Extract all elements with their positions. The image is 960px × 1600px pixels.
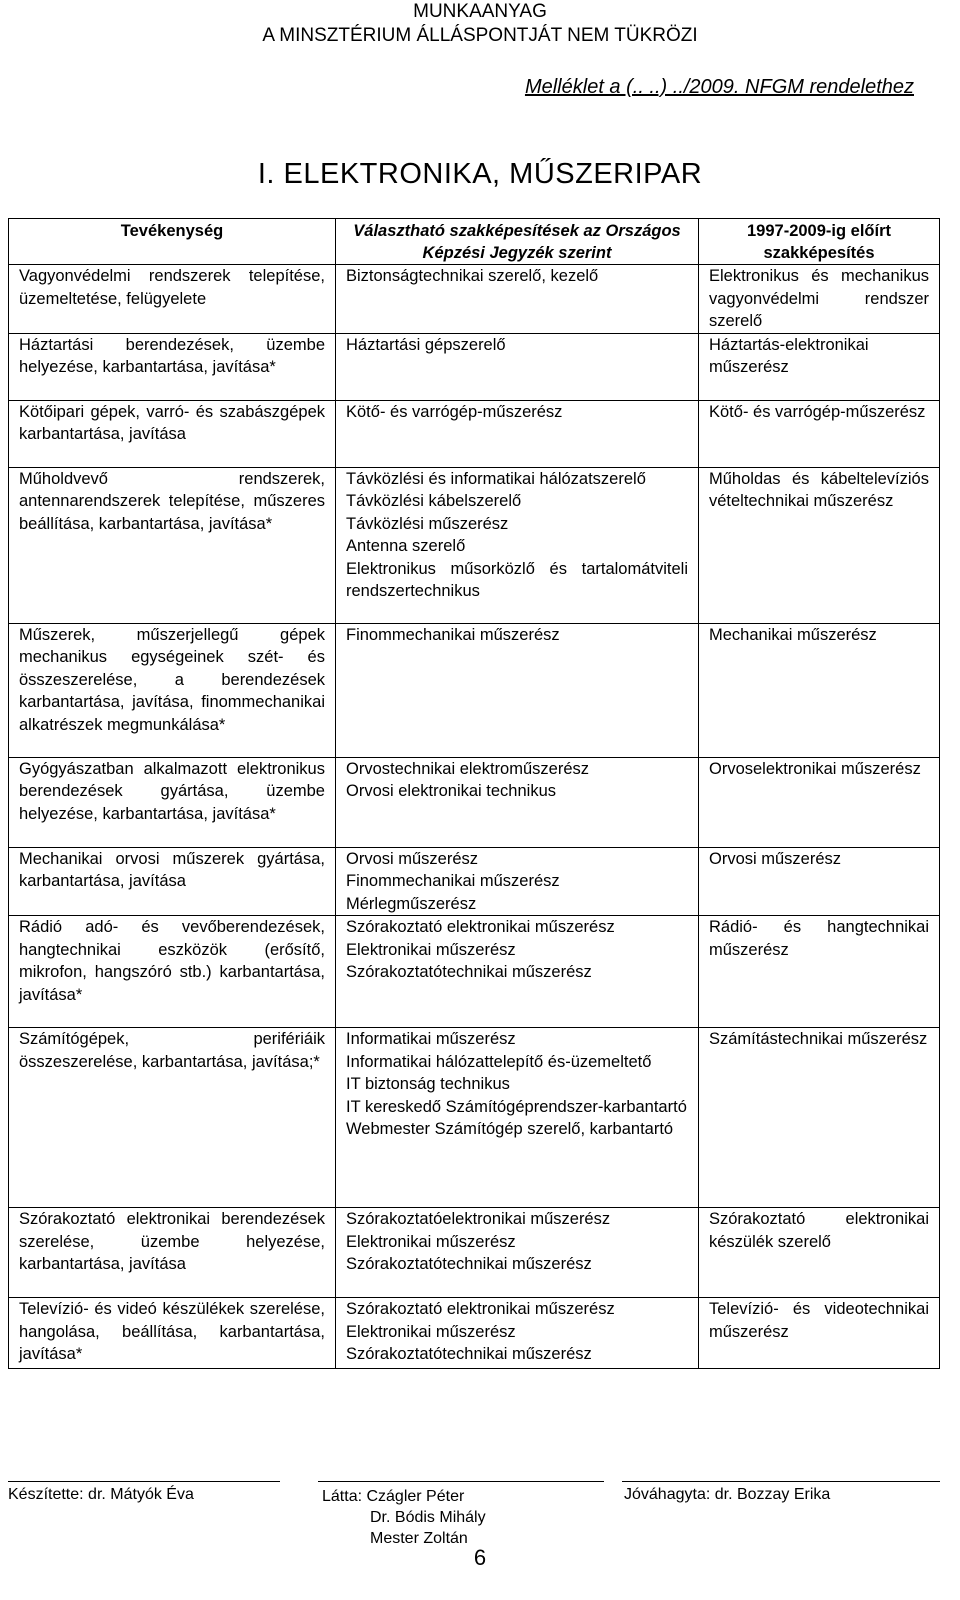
- footer-seen-3: Mester Zoltán: [370, 1530, 468, 1547]
- header-qualifications: [336, 219, 699, 265]
- qualification-item: Orvosi elektronikai technikus: [346, 782, 557, 800]
- qualifications-cell: [336, 400, 699, 467]
- qualification-item: Orvostechnikai elektroműszerész: [346, 759, 590, 778]
- previous-qualification-cell: Szórakoztató elektronikai készülék szerelő: [699, 1208, 940, 1298]
- qualification-item: Szórakoztatóelektronikai műszerész: [346, 1210, 611, 1228]
- header-previous: [699, 219, 940, 265]
- previous-qualification-cell: Háztartás-elektronikai műszerész: [699, 333, 940, 400]
- signature-line-seen: [318, 1481, 604, 1482]
- qualification-item: Háztartási gépszerelő: [346, 335, 506, 354]
- qualifications-cell: [336, 265, 699, 334]
- header-qualifications-line1: Választható szakképesítések az: [353, 222, 601, 240]
- table-row: [9, 1208, 940, 1298]
- qualifications-cell: [336, 1208, 699, 1298]
- activity-cell: Gyógyászatban alkalmazott elektronikus berendezések gyártása, üzembe helyezése, karbantartása, javítása*: [9, 757, 336, 847]
- previous-qualification-cell: Számítástechnikai műszerész: [699, 1028, 940, 1208]
- signature-line-approved: [622, 1481, 940, 1482]
- table-row: [9, 623, 940, 757]
- page-title: I. ELEKTRONIKA, MŰSZERIPAR: [257, 158, 703, 190]
- table-row: [9, 847, 940, 916]
- header-previous-line2: szakképesítés: [763, 244, 875, 262]
- qualification-item: Távközlési kábelszerelő: [346, 492, 522, 510]
- qualification-item: Informatikai hálózattelepítő és-üzemeltető: [346, 1052, 652, 1071]
- qualification-item: Elektronikai műszerész: [346, 940, 516, 959]
- previous-qualification-cell: Mechanikai műszerész: [699, 623, 940, 757]
- qualification-item: Szórakoztatótechnikai műszerész: [346, 1345, 592, 1363]
- qualification-item: Szórakoztató elektronikai műszerész: [346, 1300, 615, 1318]
- header-activity: [9, 219, 336, 265]
- table-row: [9, 333, 940, 400]
- activity-cell: Műholdvevő rendszerek, antennarendszerek telepítése, műszeres beállítása, karbantartása, javítása*: [9, 467, 336, 623]
- qualifications-cell: [336, 333, 699, 400]
- qualification-item: IT kereskedő Számítógéprendszer-karbantartó: [346, 1097, 687, 1116]
- header-previous-line1: 1997-2009-ig előírt: [747, 222, 891, 240]
- qualifications-cell: [336, 847, 699, 916]
- qualification-item: Mérlegműszerész: [346, 894, 477, 913]
- activity-cell: Műszerek, műszerjellegű gépek mechanikus egységeinek szét- és összeszerelése, a berendezések karbantartása, javítása, finommechanikai alkatrészek megmunkálása*: [9, 623, 336, 757]
- qualification-item: Elektronikai műszerész: [346, 1322, 516, 1341]
- previous-qualification-cell: Kötő- és varrógép-műszerész: [699, 400, 940, 467]
- qualifications-cell: [336, 757, 699, 847]
- table-row: [9, 757, 940, 847]
- table-row: [9, 916, 940, 1028]
- qualifications-cell: [336, 467, 699, 623]
- activity-cell: Rádió adó- és vevőberendezések, hangtechnikai eszközök (erősítő, mikrofon, hangszóró stb.) karbantartása, javítása*: [9, 916, 336, 1028]
- qualifications-cell: [336, 1028, 699, 1208]
- previous-qualification-cell: Orvoselektronikai műszerész: [699, 757, 940, 847]
- footer-approved: Jóváhagyta: dr. Bozzay Erika: [624, 1486, 831, 1503]
- header-qualifications-line2: Országos Képzési Jegyzék szerint: [422, 222, 681, 262]
- table-row: [9, 1028, 940, 1208]
- footer-seen-2: Dr. Bódis Mihály: [370, 1509, 486, 1526]
- activity-cell: Szórakoztató elektronikai berendezések szerelése, üzembe helyezése, karbantartása, javítása: [9, 1208, 336, 1298]
- activity-cell: Televízió- és videó készülékek szerelése, hangolása, beállítása, karbantartása, javítása*: [9, 1298, 336, 1369]
- activity-cell: Számítógépek, perifériáik összeszerelése, karbantartása, javítása;*: [9, 1028, 336, 1208]
- qualification-table: [8, 218, 940, 1369]
- previous-qualification-cell: Műholdas és kábeltelevíziós vételtechnikai műszerész: [699, 467, 940, 623]
- header-activity-label: Tevékenység: [120, 222, 224, 240]
- qualification-item: Távközlési és informatikai hálózatszerelő: [346, 469, 646, 488]
- qualification-item: IT biztonság technikus: [346, 1075, 510, 1093]
- signature-line-prepared: [8, 1481, 280, 1482]
- qualification-item: Elektronikai műszerész: [346, 1232, 516, 1251]
- table-row: [9, 1298, 940, 1369]
- table-row: [9, 467, 940, 623]
- activity-cell: Kötőipari gépek, varró- és szabászgépek karbantartása, javítása: [9, 400, 336, 467]
- footer-seen-1: Látta: Czágler Péter: [322, 1488, 465, 1505]
- footer-seen: [322, 1486, 486, 1549]
- qualification-item: Antenna szerelő: [346, 537, 466, 555]
- activity-cell: Vagyonvédelmi rendszerek telepítése, üzemeltetése, felügyelete: [9, 265, 336, 334]
- page-number: 6: [473, 1545, 487, 1570]
- document-header: [0, 0, 960, 48]
- header-line-2: A MINSZTÉRIUM ÁLLÁSPONTJÁT NEM TÜKRÖZI: [262, 25, 698, 46]
- qualifications-cell: [336, 623, 699, 757]
- previous-qualification-cell: Orvosi műszerész: [699, 847, 940, 916]
- previous-qualification-cell: Televízió- és videotechnikai műszerész: [699, 1298, 940, 1369]
- qualification-item: Szórakoztatótechnikai műszerész: [346, 1255, 592, 1273]
- qualification-item: Biztonságtechnikai szerelő, kezelő: [346, 267, 599, 285]
- table-row: [9, 400, 940, 467]
- qualification-item: Szórakoztató elektronikai műszerész: [346, 918, 615, 936]
- qualification-item: Orvosi műszerész: [346, 849, 479, 868]
- qualifications-cell: [336, 1298, 699, 1369]
- previous-qualification-cell: Rádió- és hangtechnikai műszerész: [699, 916, 940, 1028]
- qualifications-cell: [336, 916, 699, 1028]
- previous-qualification-cell: Elektronikus és mechanikus vagyonvédelmi rendszer szerelő: [699, 265, 940, 334]
- qualification-item: Szórakoztatótechnikai műszerész: [346, 963, 592, 981]
- qualification-item: Elektronikus műsorközlő és tartalomátviteli rendszertechnikus: [346, 559, 688, 600]
- qualification-item: Webmester Számítógép szerelő, karbantartó: [346, 1120, 674, 1138]
- qualification-item: Távközlési műszerész: [346, 514, 509, 533]
- qualification-item: Finommechanikai műszerész: [346, 872, 560, 890]
- activity-cell: Mechanikai orvosi műszerek gyártása, karbantartása, javítása: [9, 847, 336, 916]
- annex-reference: Melléklet a (.. ..) ../2009. NFGM rendelethez: [524, 76, 914, 98]
- table-header-row: [9, 219, 940, 265]
- qualification-item: Kötő- és varrógép-műszerész: [346, 402, 563, 421]
- table-row: [9, 265, 940, 334]
- header-line-1: MUNKAANYAG: [413, 1, 547, 22]
- activity-cell: Háztartási berendezések, üzembe helyezése, karbantartása, javítása*: [9, 333, 336, 400]
- qualification-item: Informatikai műszerész: [346, 1030, 516, 1048]
- qualification-item: Finommechanikai műszerész: [346, 625, 560, 644]
- footer-prepared: Készítette: dr. Mátyók Éva: [8, 1486, 194, 1503]
